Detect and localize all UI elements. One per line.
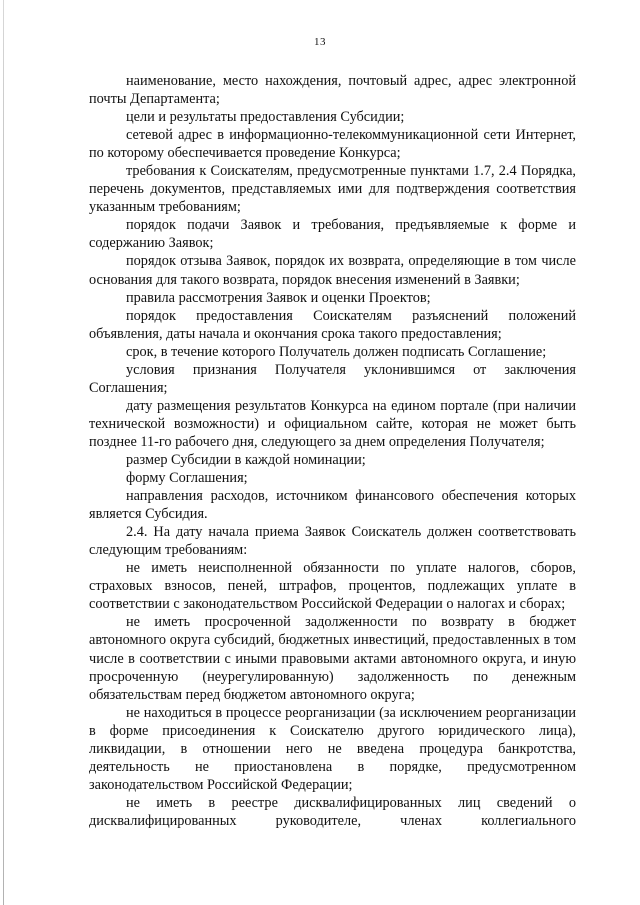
paragraph-expense-directions: направления расходов, источником финансового обеспечения которых является Субсидия. <box>89 488 576 523</box>
document-body <box>89 72 576 830</box>
paragraph-signing-deadline: срок, в течение которого Получатель должен подписать Соглашение; <box>126 343 547 360</box>
paragraph-withdrawal-procedure: порядок отзыва Заявок, порядок их возврата, определяющие в том числе основания для такого возврата, порядок внесения изменений в Заявки; <box>89 253 576 288</box>
page-number: 13 <box>314 36 326 48</box>
paragraph-agreement-form: форму Соглашения; <box>126 470 248 487</box>
paragraph-evasion-conditions: условия признания Получателя уклонившимся от заключения Соглашения; <box>89 361 576 396</box>
paragraph-section-2-4: 2.4. На дату начала приема Заявок Соискатель должен соответствовать следующим требованиям: <box>89 524 576 559</box>
paragraph-disqualified-registry: не иметь в реестре дисквалифицированных лиц сведений о дисквалифицированных руководителе, членах коллегиального <box>89 794 576 829</box>
paragraph-budget-debt: не иметь просроченной задолженности по возврату в бюджет автономного округа субсидий, бюджетных инвестиций, предоставленных в том числе в соответствии с иными правовыми актами автономного округа, и иную просроченную (неурегулированную) задолженность по денежным обязательствам перед бюджетом автономного округа; <box>89 614 576 703</box>
paragraph-review-rules: правила рассмотрения Заявок и оценки Проектов; <box>126 289 431 306</box>
paragraph-applicant-requirements: требования к Соискателям, предусмотренные пунктами 1.7, 2.4 Порядка, перечень документов, представляемых ими для подтверждения соответствия указанным требованиям; <box>89 163 576 216</box>
paragraph-subsidy-amount: размер Субсидии в каждой номинации; <box>126 451 366 468</box>
paragraph-subsidy-goals: цели и результаты предоставления Субсидии; <box>126 109 405 126</box>
paragraph-department-address: наименование, место нахождения, почтовый адрес, адрес электронной почты Департамента; <box>89 73 576 108</box>
paragraph-tax-obligations: не иметь неисполненной обязанности по уплате налогов, сборов, страховых взносов, пеней, штрафов, процентов, подлежащих уплате в соответствии с законодательством Российской Федерации о налогах и сборах; <box>89 560 576 613</box>
paragraph-reorganization: не находиться в процессе реорганизации (за исключением реорганизации в форме присоединения к Соискателю другого юридического лица), ликвидации, в отношении него не введена процедура банкротства, деятельность не приостановлена в порядке, предусмотренном законодательством Российской Федерации; <box>89 704 576 793</box>
paragraph-network-address: сетевой адрес в информационно-телекоммуникационной сети Интернет, по которому обеспечивается проведение Конкурса; <box>89 127 576 162</box>
paragraph-submission-procedure: порядок подачи Заявок и требования, предъявляемые к форме и содержанию Заявок; <box>89 217 576 252</box>
paragraph-clarifications: порядок предоставления Соискателям разъяснений положений объявления, даты начала и окончания срока такого предоставления; <box>89 307 576 342</box>
paragraph-results-publication: дату размещения результатов Конкурса на едином портале (при наличии технической возможности) и официальном сайте, которая не может быть позднее 11-го рабочего дня, следующего за днем определения Получателя; <box>89 397 576 450</box>
scan-edge-line <box>3 0 4 905</box>
